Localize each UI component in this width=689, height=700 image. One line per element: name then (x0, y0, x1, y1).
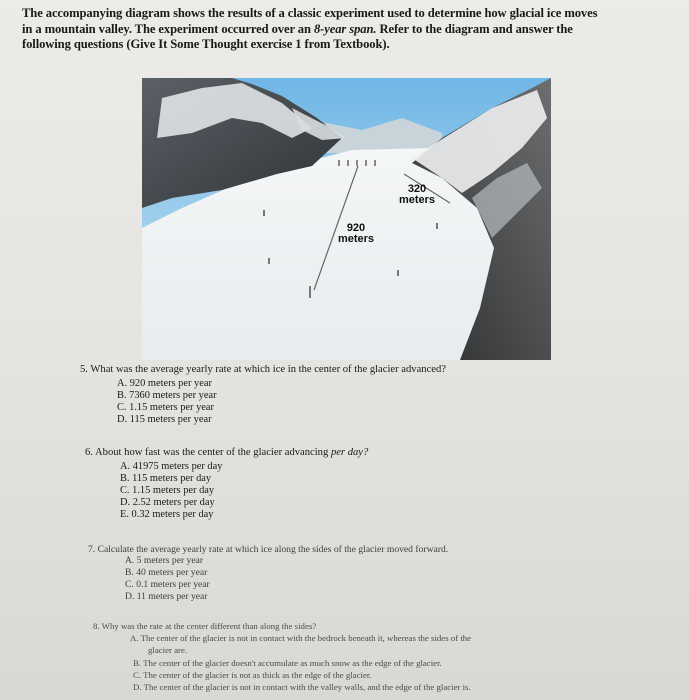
option[interactable]: C. 0.1 meters per year (125, 579, 210, 590)
side-distance-unit: meters (398, 194, 436, 206)
glacier-illustration (142, 78, 551, 360)
option[interactable]: E. 0.32 meters per day (120, 509, 214, 520)
option[interactable]: A. The center of the glacier is not in contact with the bedrock beneath it, whereas the sides of the (130, 633, 472, 643)
option[interactable]: B. The center of the glacier doesn't accumulate as much snow as the edge of the glacier. (133, 658, 442, 668)
center-distance-value: 920 (346, 222, 366, 234)
center-distance-label (334, 223, 378, 245)
intro-line-1: The accompanying diagram shows the results of a classic experiment used to determine how glacial ice moves (22, 6, 598, 20)
question-stem-emphasis: per day? (330, 447, 369, 458)
center-distance-unit: meters (337, 233, 375, 245)
option[interactable]: D. 2.52 meters per day (120, 497, 215, 508)
option[interactable]: C. The center of the glacier is not as thick as the edge of the glacier. (133, 670, 372, 680)
option[interactable]: D. The center of the glacier is not in contact with the valley walls, and the edge of the glacier is. (133, 682, 471, 692)
side-distance-label (395, 184, 439, 206)
question-stem-text: 6. About how fast was the center of the glacier advancing (85, 447, 331, 458)
option[interactable]: C. 1.15 meters per day (120, 485, 215, 496)
option[interactable]: D. 115 meters per year (117, 414, 212, 425)
option[interactable]: C. 1.15 meters per year (117, 402, 214, 413)
question-stem: 7. Calculate the average yearly rate at which ice along the sides of the glacier moved forward. (88, 544, 449, 555)
intro-paragraph (22, 6, 662, 53)
option[interactable]: D. 11 meters per year (125, 591, 208, 602)
intro-emphasis: 8-year span. (313, 21, 377, 36)
option[interactable]: A. 5 meters per year (125, 555, 204, 566)
question-stem: 5. What was the average yearly rate at which ice in the center of the glacier advanced? (80, 364, 446, 375)
question-stem: 8. Why was the rate at the center different than along the sides? (93, 621, 317, 631)
option[interactable]: B. 7360 meters per year (117, 390, 217, 401)
intro-line-3: following questions (Give It Some Thought exercise 1 from Textbook). (22, 37, 390, 51)
option[interactable]: A. 41975 meters per day (120, 461, 223, 472)
question-stem (85, 447, 368, 459)
intro-line-2 (22, 22, 662, 38)
intro-line-2-text-a: in a mountain valley. The experiment occurred over an (22, 21, 314, 36)
intro-line-2-text-b: Refer to the diagram and answer the (376, 21, 573, 36)
option[interactable]: A. 920 meters per year (117, 378, 212, 389)
glacier-diagram (142, 78, 551, 360)
option[interactable]: B. 115 meters per day (120, 473, 212, 484)
option-continuation: glacier are. (148, 645, 188, 655)
option[interactable]: B. 40 meters per year (125, 567, 208, 578)
side-distance-value: 320 (407, 183, 427, 195)
